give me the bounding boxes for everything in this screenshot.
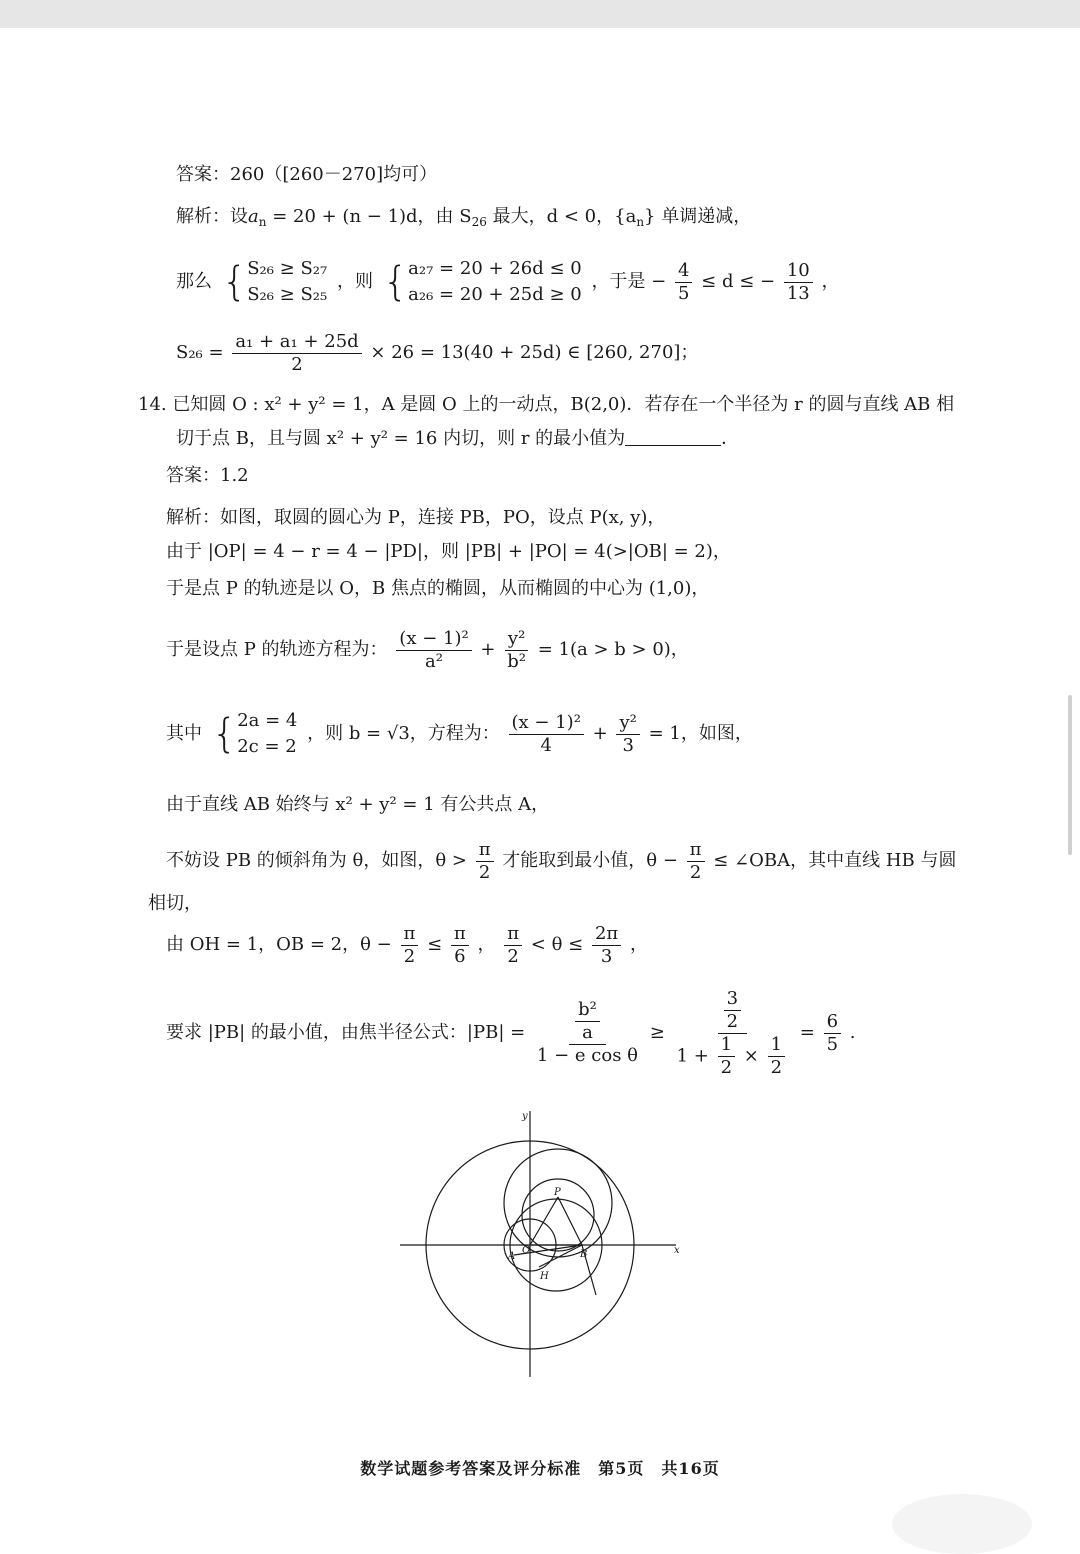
- text: ，: [630, 934, 649, 955]
- label-o: O: [522, 1245, 531, 1256]
- bound-fraction: [674, 988, 791, 1079]
- numerator: 3: [724, 988, 741, 1011]
- numerator: 4: [675, 260, 692, 283]
- label-h: H: [540, 1271, 549, 1282]
- label-a: A: [508, 1251, 516, 1262]
- denominator: 3: [600, 945, 613, 967]
- numerator: (x − 1)²: [396, 628, 471, 651]
- analysis-14-line-2: 由于 |OP| = 4 − r = 4 − |PD|，则 |PB| + |PO| = 4(>|OB| = 2)，: [166, 541, 731, 562]
- numerator: π: [476, 839, 494, 862]
- text: < θ ≤: [530, 934, 584, 955]
- system-row: a₂₆ = 20 + 25d ≥ 0: [408, 284, 582, 305]
- answer-13: 答案：260（[260－270]均可）: [176, 164, 438, 185]
- system-3: { 2a = 4 2c = 2: [212, 708, 298, 760]
- numerator: 2π: [592, 923, 621, 946]
- text: +: [592, 723, 608, 744]
- analysis-14-line-9: [166, 920, 648, 970]
- fraction: [592, 923, 621, 968]
- system-row: S₂₆ ≥ S₂₇: [247, 258, 328, 279]
- numerator: 6: [824, 1011, 841, 1034]
- numerator: y²: [505, 628, 528, 651]
- analysis-14-line-1: 解析：如图，取圆的圆心为 P，连接 PB，PO，设点 P(x, y)，: [166, 507, 666, 528]
- text: 由 OH = 1，OB = 2，θ −: [166, 934, 392, 955]
- analysis-14-line-10: [166, 985, 856, 1081]
- fraction: [784, 260, 813, 305]
- denominator: 4: [540, 734, 552, 756]
- system-1: { S₂₆ ≥ S₂₇ S₂₆ ≥ S₂₅: [222, 256, 328, 308]
- analysis-14-line-4: [166, 622, 689, 678]
- fraction: [451, 923, 469, 968]
- fraction: [504, 628, 529, 673]
- analysis-14-line-3: 于是点 P 的轨迹是以 O，B 焦点的椭圆，从而椭圆的中心为 (1,0)，: [166, 578, 710, 599]
- text: ．: [721, 428, 740, 449]
- numerator: π: [504, 923, 522, 946]
- denominator: 2: [291, 353, 303, 375]
- answer-14: 答案：1.2: [166, 465, 249, 486]
- text: ，: [821, 271, 840, 292]
- label-b: B: [580, 1249, 588, 1260]
- question-14-line-1: 14. 已知圆 O : x² + y² = 1，A 是圆 O 上的一动点，B(2,0)．若存在一个半径为 r 的圆与直线 AB 相: [138, 394, 955, 415]
- fraction: [718, 1034, 735, 1079]
- analysis-14-line-6: 由于直线 AB 始终与 x² + y² = 1 有公共点 A，: [166, 794, 550, 815]
- analysis-14-line-7: [166, 836, 957, 886]
- text: ×: [743, 1045, 759, 1066]
- text: =: [799, 1022, 815, 1043]
- triangle-pob: [530, 1197, 582, 1245]
- text: 才能取到最小值，θ −: [502, 850, 678, 871]
- answer-blank: [625, 427, 721, 446]
- fraction: [476, 839, 494, 884]
- fraction: [401, 923, 419, 968]
- text: ，于是 −: [591, 271, 667, 292]
- analysis-13-line-3: [176, 328, 698, 378]
- denominator: b²: [507, 650, 526, 672]
- upper-circle: [504, 1149, 612, 1257]
- page-footer: 数学试题参考答案及评分标准 第5页 共16页: [360, 1459, 720, 1478]
- denominator: 13: [786, 282, 810, 304]
- text: 不妨设 PB 的倾斜角为 θ，如图，θ >: [166, 850, 467, 871]
- fraction: [509, 712, 584, 757]
- numerator: π: [451, 923, 469, 946]
- text: 切于点 B，且与圆 x² + y² = 16 内切，则 r 的最小值为: [176, 428, 626, 449]
- system-2: { a₂₇ = 20 + 26d ≤ 0 a₂₆ = 20 + 25d ≥ 0: [383, 256, 582, 308]
- scrollbar[interactable]: [1068, 695, 1072, 855]
- fraction: [504, 923, 522, 968]
- system-row: 2a = 4: [237, 710, 298, 731]
- numerator: π: [401, 923, 419, 946]
- denominator: a²: [425, 650, 443, 672]
- fraction: [824, 1011, 841, 1056]
- text: 解析：设: [176, 206, 248, 227]
- denominator: 2: [403, 945, 416, 967]
- denominator: [674, 1034, 791, 1079]
- text: ，则: [336, 271, 373, 292]
- denominator: a: [582, 1022, 593, 1043]
- analysis-13-line-2: [176, 252, 839, 312]
- numerator: 1: [718, 1034, 735, 1057]
- denominator: 2: [689, 861, 702, 883]
- text: S₂₆ =: [176, 342, 224, 363]
- text: 1 +: [676, 1045, 709, 1066]
- focal-radius-fraction: [534, 999, 641, 1067]
- text: = 1，如图，: [648, 723, 753, 744]
- denominator: 3: [622, 734, 634, 756]
- numerator: b²: [575, 999, 600, 1022]
- top-bar: [0, 0, 1080, 28]
- analysis-14-line-8: 相切，: [148, 893, 202, 914]
- fraction: [687, 839, 705, 884]
- text: 其中: [166, 723, 202, 744]
- numerator: a₁ + a₁ + 25d: [232, 331, 361, 354]
- numerator: [718, 988, 747, 1034]
- text: ≤ d ≤ −: [701, 271, 776, 292]
- text: 要求 |PB| 的最小值，由焦半径公式：|PB| =: [166, 1022, 526, 1043]
- system-row: a₂₇ = 20 + 26d ≤ 0: [408, 258, 582, 279]
- text: ，: [477, 934, 496, 955]
- analysis-13-line-1: [176, 205, 751, 234]
- question-14-line-2: [176, 427, 739, 451]
- text: } 单调递减，: [644, 206, 752, 227]
- numerator: y²: [616, 712, 639, 735]
- text: n: [636, 215, 645, 229]
- label-y: y: [522, 1111, 528, 1122]
- system-row: S₂₆ ≥ S₂₅: [247, 284, 328, 305]
- denominator: 5: [677, 282, 690, 304]
- text: 于是设点 P 的轨迹方程为：: [166, 639, 388, 660]
- text: 那么: [176, 271, 212, 292]
- numerator: [569, 999, 606, 1045]
- fraction: [724, 988, 741, 1033]
- denominator: 2: [770, 1056, 783, 1078]
- analysis-14-line-5: [166, 704, 753, 764]
- denominator: 2: [478, 861, 491, 883]
- denominator: 2: [720, 1056, 733, 1078]
- text: = 1(a > b > 0)，: [537, 639, 689, 660]
- text: ≤: [427, 934, 443, 955]
- denominator: 6: [454, 945, 466, 967]
- text: 26: [471, 215, 487, 229]
- label-p: P: [554, 1187, 561, 1198]
- denominator: 2: [507, 945, 519, 967]
- text: a: [248, 206, 259, 227]
- fraction: [616, 712, 639, 757]
- fraction: [396, 628, 471, 673]
- denominator: 5: [826, 1033, 839, 1055]
- denominator: 2: [726, 1010, 739, 1032]
- text: 最大，d < 0，{a: [486, 206, 637, 227]
- system-row: 2c = 2: [237, 736, 297, 757]
- fraction: [675, 260, 692, 305]
- denominator: 1 − e cos θ: [536, 1045, 638, 1066]
- text: n: [258, 215, 267, 229]
- fraction: [575, 999, 600, 1044]
- numerator: π: [687, 839, 705, 862]
- fraction: [768, 1034, 785, 1079]
- geometry-figure: [396, 1105, 686, 1385]
- fraction: [232, 331, 361, 376]
- text: ≤ ∠OBA，其中直线 HB 与圆: [713, 850, 957, 871]
- numerator: 10: [784, 260, 813, 283]
- numerator: 1: [768, 1034, 785, 1057]
- corner-shade: [892, 1494, 1032, 1554]
- text: = 20 + (n − 1)d，由 S: [266, 206, 472, 227]
- text: × 26 = 13(40 + 25d) ∈ [260, 270]；: [370, 342, 699, 363]
- numerator: (x − 1)²: [509, 712, 584, 735]
- text: ≥: [649, 1022, 665, 1043]
- text: .: [849, 1022, 856, 1043]
- text: ，则 b = √3，方程为：: [307, 723, 500, 744]
- label-x: x: [674, 1245, 680, 1256]
- text: +: [480, 639, 496, 660]
